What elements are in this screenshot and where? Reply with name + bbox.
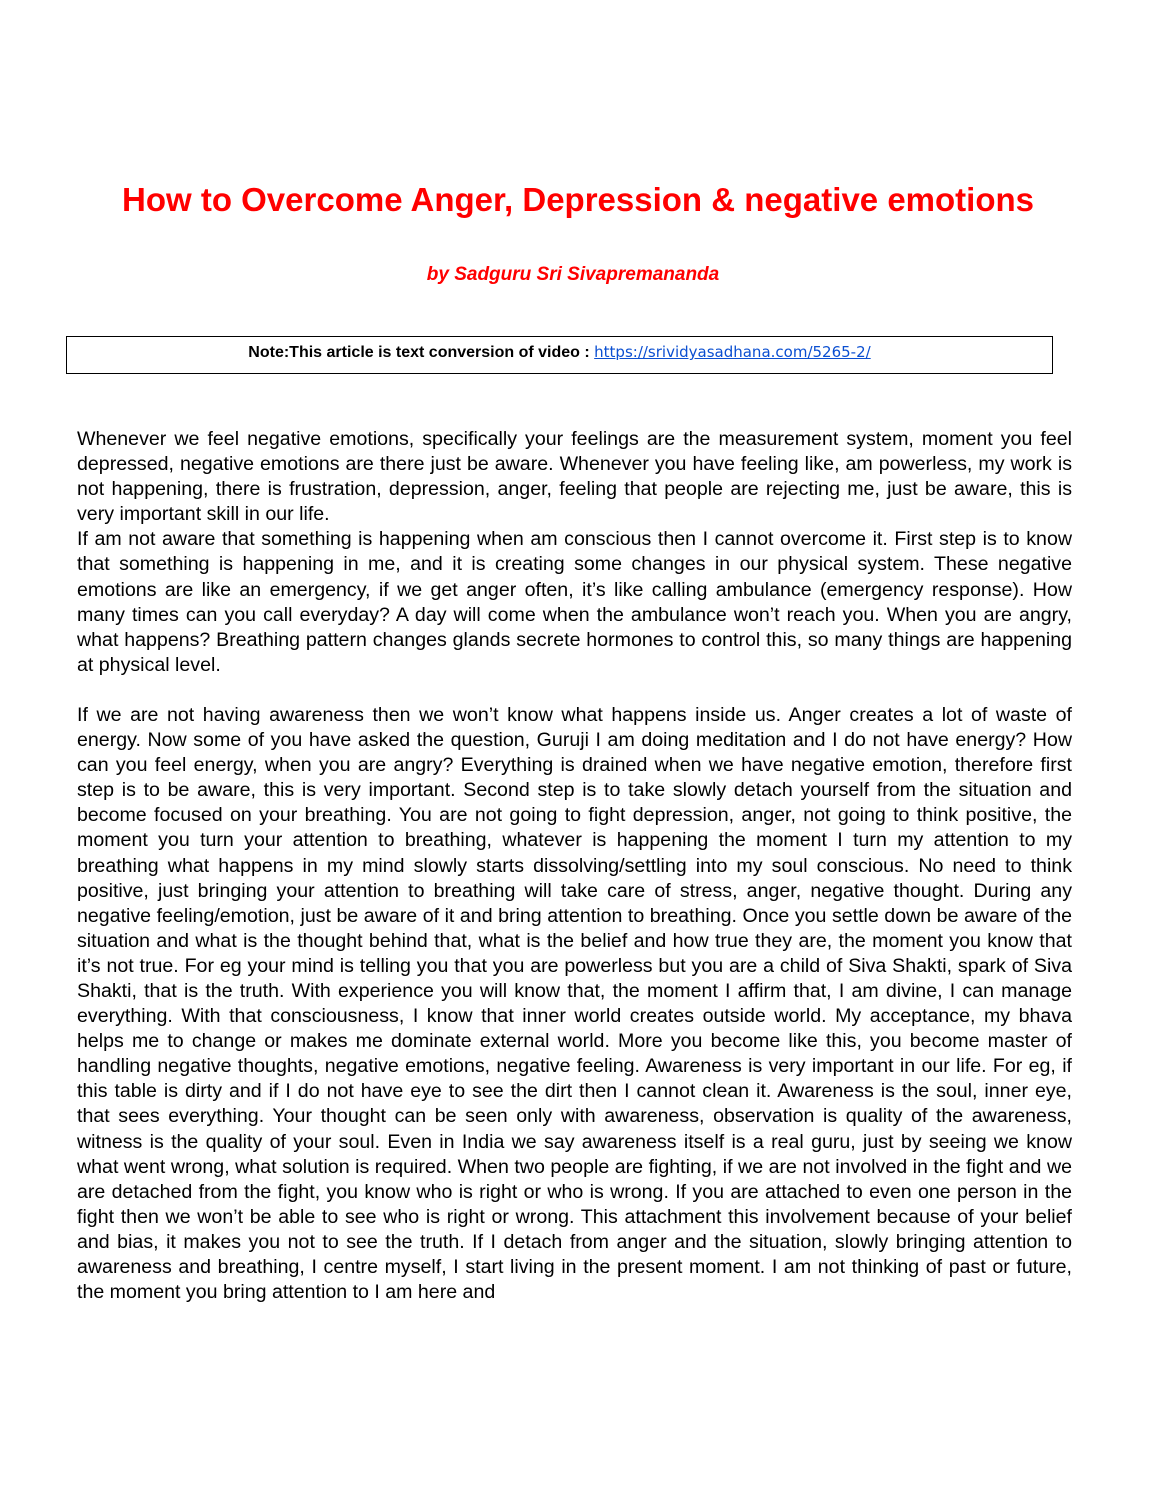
video-note-box	[66, 336, 1053, 374]
paragraph-2: If am not aware that something is happening when am conscious then I cannot overcome it. First step is to know that something is happening in me, and it is creating some changes in our physical system. These negative emotions are like an emergency, if we get anger often, it’s like calling ambulance (emergency response). How many times can you call everyday? A day will come when the ambulance won’t reach you. When you are angry, what happens? Breathing pattern changes glands secrete hormones to control this, so many things are happening at physical level.	[77, 528, 1072, 676]
note-label: Note:This article is text conversion of video :	[248, 344, 595, 361]
author-byline: by Sadguru Sri Sivapremananda	[426, 264, 720, 285]
paragraph-3: If we are not having awareness then we won’t know what happens inside us. Anger creates a lot of waste of energy. Now some of you have asked the question, Guruji I am doing meditation and I do not have energy? How can you feel energy, when you are angry? Everything is drained when we have negative emotion, therefore first step is to be aware, this is very important. Second step is to take slowly detach yourself from the situation and become focused on your breathing. You are not going to fight depression, anger, not going to think positive, the moment you turn your attention to breathing, whatever is happening the moment I turn my attention to my breathing what happens in my mind slowly starts dissolving/settling into my soul conscious. No need to think positive, just bringing your attention to breathing will take care of stress, anger, negative thought. During any negative feeling/emotion, just be aware of it and bring attention to breathing. Once you settle down be aware of the situation and what is the thought behind that, what is the belief and how true they are, the moment you know that it’s not true. For eg your mind is telling you that you are powerless but you are a child of Siva Shakti, spark of Siva Shakti, that is the truth. With experience you will know that, the moment I affirm that, I am divine, I can manage everything. With that consciousness, I know that inner world creates outside world. My acceptance, my bhava helps me to change or makes me dominate external world. More you become like this, you become master of handling negative thoughts, negative emotions, negative feeling. Awareness is very important in our life. For eg, if this table is dirty and if I do not have eye to see the dirt then I cannot clean it. Awareness is the soul, inner eye, that sees everything. Your thought can be seen only with awareness, observation is quality of the awareness, witness is the quality of your soul. Even in India we say awareness itself is a real guru, just by seeing we know what went wrong, what solution is required. When two people are fighting, if we are not involved in the fight and we are detached from the fight, you know who is right or who is wrong. If you are attached to even one person in the fight then we won’t be able to see who is right or wrong. This attachment this involvement because of your belief and bias, it makes you not to see the truth. If I detach from anger and the situation, slowly bringing attention to awareness and breathing, I centre myself, I start living in the present moment. I am not thinking of past or future, the moment you bring attention to I am here and	[77, 703, 1072, 1304]
article-body	[77, 427, 1072, 1305]
paragraph-1: Whenever we feel negative emotions, specifically your feelings are the measurement system, moment you feel depressed, negative emotions are there just be aware. Whenever you have feeling like, am powerless, my work is not happening, there is frustration, depression, anger, feeling that people are rejecting me, just be aware, this is very important skill in our life.	[77, 428, 1072, 526]
document-title: How to Overcome Anger, Depression & negative emotions	[122, 181, 1034, 218]
video-link[interactable]: https://srividyasadhana.com/5265-2/	[594, 343, 871, 361]
